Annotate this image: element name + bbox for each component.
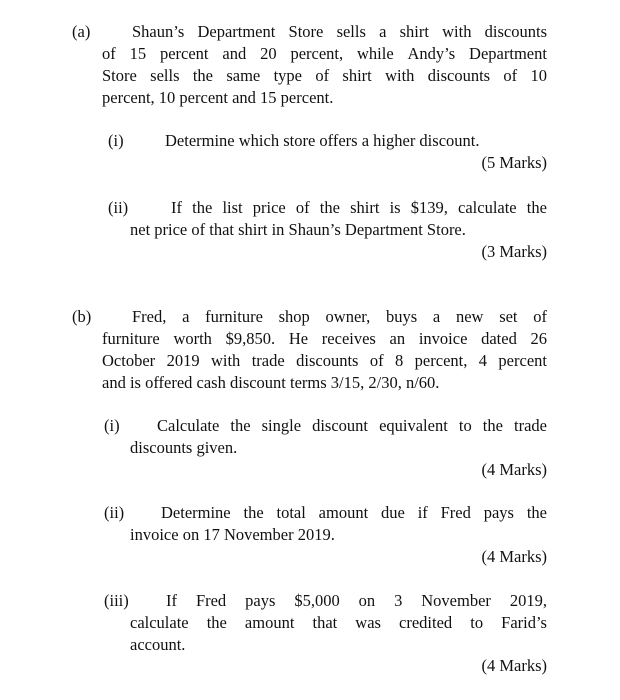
part-b-stem-line-1: Fred, a furniture shop owner, buys a new set of bbox=[132, 307, 548, 326]
part-b-i-line-1: Calculate the single discount equivalent to the trade bbox=[157, 416, 547, 435]
part-b-ii-line-2: invoice on 17 November 2019. bbox=[130, 525, 335, 544]
part-a-ii-label: (ii) bbox=[108, 198, 129, 217]
part-a-ii-line-1: If the list price of the shirt is $139, calculate the bbox=[171, 198, 547, 217]
part-b-i-marks: (4 Marks) bbox=[481, 460, 547, 479]
part-b-stem-line-2: furniture worth $9,850. He receives an invoice dated 26 bbox=[102, 329, 548, 348]
part-a-stem-line-2: of 15 percent and 20 percent, while Andy’s Department bbox=[102, 44, 547, 63]
part-b-iii-line-2: calculate the amount that was credited to Farid’s bbox=[130, 613, 547, 632]
part-b-iii-line-1: If Fred pays $5,000 on 3 November 2019, bbox=[166, 591, 547, 610]
part-b-iii-marks: (4 Marks) bbox=[481, 656, 547, 675]
part-a-i-question: Determine which store offers a higher discount. bbox=[165, 131, 480, 150]
part-a-ii-marks: (3 Marks) bbox=[481, 242, 547, 261]
part-b-stem-line-4: and is offered cash discount terms 3/15, 2/30, n/60. bbox=[102, 373, 440, 392]
part-a-i-label: (i) bbox=[108, 131, 124, 150]
part-b-ii-marks: (4 Marks) bbox=[481, 547, 547, 566]
part-a-stem-line-4: percent, 10 percent and 15 percent. bbox=[102, 88, 334, 107]
part-a-ii-line-2: net price of that shirt in Shaun’s Department Store. bbox=[130, 220, 466, 239]
part-b-iii-line-3: account. bbox=[130, 635, 186, 654]
part-b-i-label: (i) bbox=[104, 416, 120, 435]
part-a-label: (a) bbox=[72, 22, 91, 41]
part-b-stem-line-3: October 2019 with trade discounts of 8 percent, 4 percent bbox=[102, 351, 547, 370]
part-a-stem-line-3: Store sells the same type of shirt with discounts of 10 bbox=[102, 66, 547, 85]
part-b-i-line-2: discounts given. bbox=[130, 438, 238, 457]
part-b-ii-label: (ii) bbox=[104, 503, 125, 522]
part-b-label: (b) bbox=[72, 307, 92, 326]
part-b-ii-line-1: Determine the total amount due if Fred pays the bbox=[161, 503, 547, 522]
part-b-iii-label: (iii) bbox=[104, 591, 129, 610]
part-a-stem-line-1: Shaun’s Department Store sells a shirt with discounts bbox=[132, 22, 548, 41]
part-a-i-marks: (5 Marks) bbox=[481, 153, 547, 172]
